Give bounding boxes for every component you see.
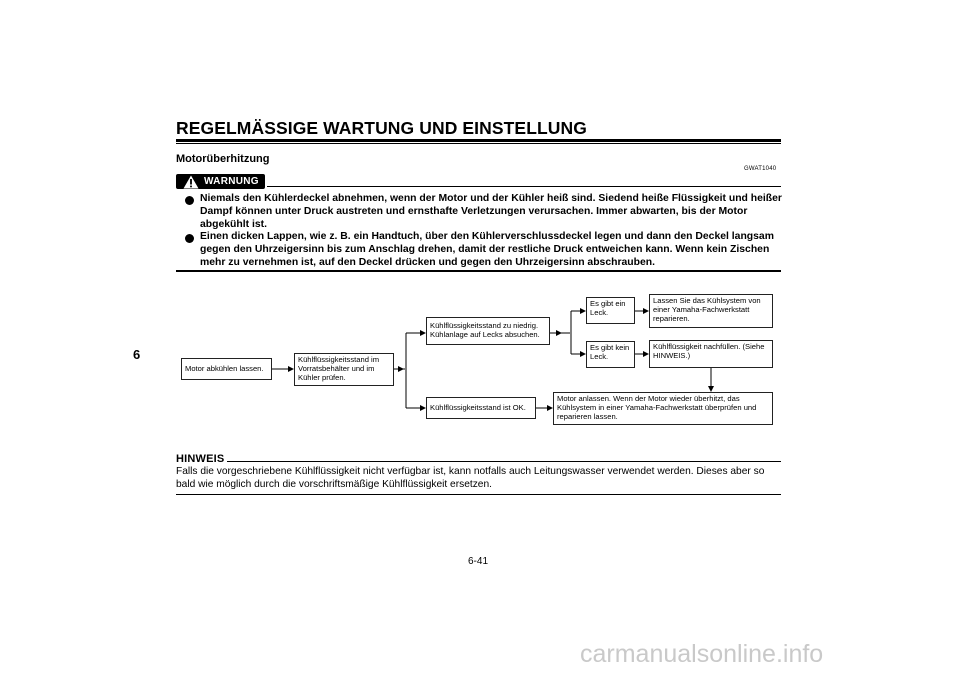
step-motor-cool: Motor abkühlen lassen. [181,358,272,380]
step-level-ok: Kühlflüssigkeitsstand ist OK. [426,397,536,419]
note-text: Falls die vorgeschriebene Kühlflüssigkeit nicht verfügbar ist, kann notfalls auch Leitungswasser verwendet werden. Dieses aber so bald wie möglich durch die vorschriftsmäßige Kühlflüssigkeit ersetzen. [176,466,765,490]
step-refill: Kühlflüssigkeit nachfüllen. (Siehe HINWEIS.) [649,340,773,368]
watermark: carmanualsonline.info [580,640,824,668]
page-title: REGELMÄSSIGE WARTUNG UND EINSTELLUNG [176,118,587,138]
section-code: GWAT1040 [744,166,777,172]
note-end-rule [176,494,781,495]
note-rule [227,461,781,462]
note-label: HINWEIS [176,453,225,465]
step-no-leak: Es gibt kein Leck. [586,341,635,368]
step-level-low: Kühlflüssigkeitsstand zu niedrig. Kühlanlage auf Lecks absuchen. [426,317,550,345]
warning-label: WARNUNG [204,176,259,187]
page-number: 6-41 [468,556,489,567]
step-restart: Motor anlassen. Wenn der Motor wieder überhitzt, das Kühlsystem in einer Yamaha-Fachwerkstatt überprüfen und reparieren lassen. [553,392,773,425]
warning-item-2: Einen dicken Lappen, wie z. B. ein Handtuch, über den Kühlerverschlussdeckel legen und dann den Deckel langsam gegen den Uhrzeigersinn bis zum Anschlag drehen, damit der restliche Druck entweichen kann. Wenn kein Zischen mehr zu vernehmen ist, auf den Deckel drücken und gegen den Uhrzeigersinn abschrauben. [200,231,774,269]
section-heading: Motorüberhitzung [176,153,270,165]
step-dealer-repair: Lassen Sie das Kühlsystem von einer Yamaha-Fachwerkstatt reparieren. [649,294,773,328]
chapter-tab: 6 [133,347,141,362]
warning-item-1: Niemals den Kühlerdeckel abnehmen, wenn der Motor und der Kühler heiß sind. Siedend heiße Flüssigkeit und heißer Dampf können unter Druck austreten und ernsthafte Verletzungen verursachen. Immer abwarten, bis der Motor abgekühlt ist. [200,193,782,231]
step-check-level: Kühlflüssigkeitsstand im Vorratsbehälter und im Kühler prüfen. [294,353,394,386]
step-leak: Es gibt ein Leck. [586,297,635,324]
